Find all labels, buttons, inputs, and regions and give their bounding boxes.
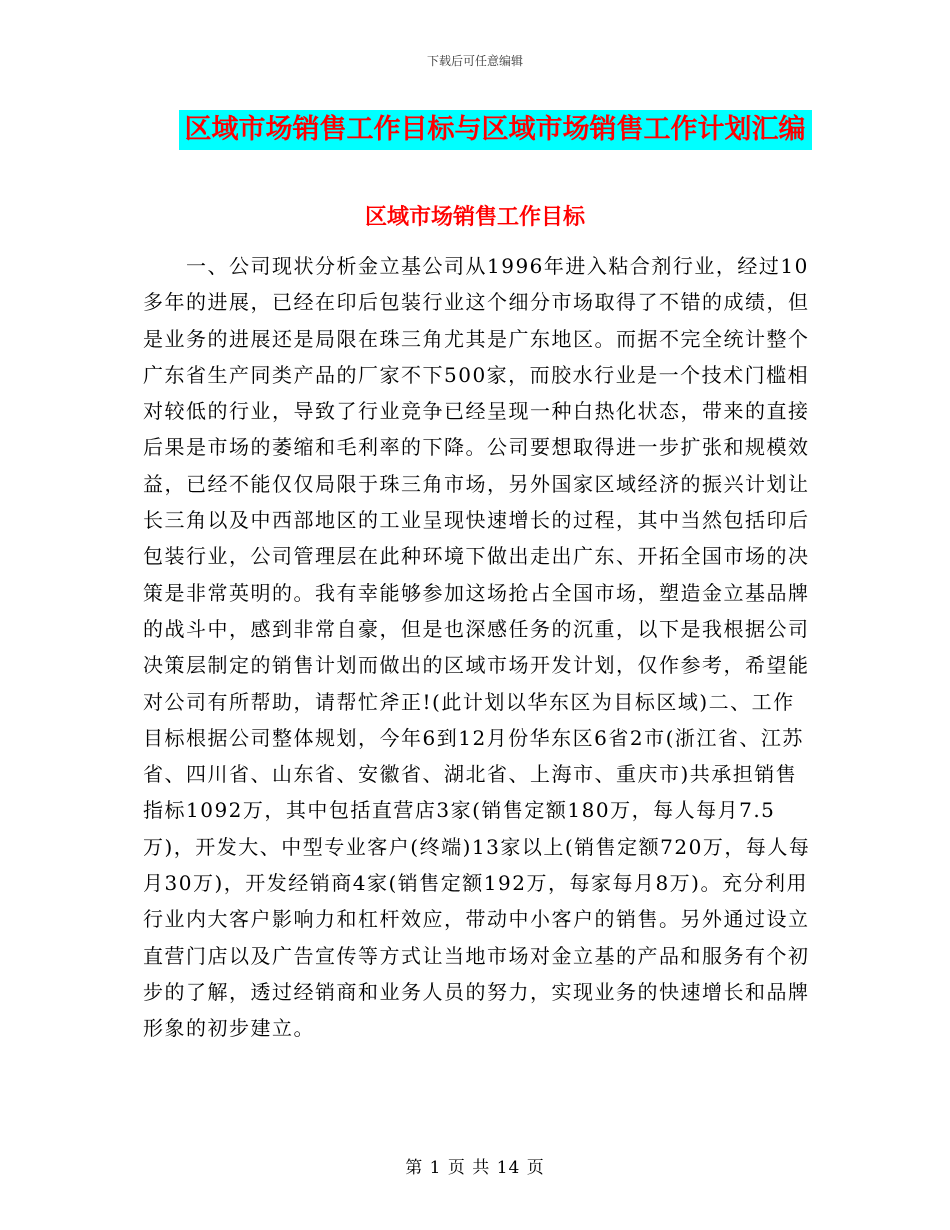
body-paragraph: 一、公司现状分析金立基公司从1996年进入粘合剂行业，经过10多年的进展，已经在印后包装行业这个细分市场取得了不错的成绩，但是业务的进展还是局限在珠三角尤其是广东地区。而据不完全统计整个广东省生产同类产品的厂家不下500家，而胶水行业是一个技术门槛相对较低的行业，导致了行业竞争已经呈现一种白热化状态，带来的直接后果是市场的萎缩和毛利率的下降。公司要想取得进一步扩张和规模效益，已经不能仅仅局限于珠三角市场，另外国家区域经济的振兴计划让长三角以及中西部地区的工业呈现快速增长的过程，其中当然包括印后包装行业，公司管理层在此种环境下做出走出广东、开拓全国市场的决策是非常英明的。我有幸能够参加这场抢占全国市场，塑造金立基品牌的战斗中，感到非常自豪，但是也深感任务的沉重，以下是我根据公司决策层制定的销售计划而做出的区域市场开发计划，仅作参考，希望能对公司有所帮助，请帮忙斧正!(此计划以华东区为目标区域)二、工作目标根据公司整体规划，今年6到12月份华东区6省2市(浙江省、江苏省、四川省、山东省、安徽省、湖北省、上海市、重庆市)共承担销售指标1092万，其中包括直营店3家(销售定额180万，每人每月7.5万)，开发大、中型专业客户(终端)13家以上(销售定额720万，每人每月30万)，开发经销商4家(销售定额192万，每家每月8万)。充分利用行业内大客户影响力和杠杆效应，带动中小客户的销售。另外通过设立直营门店以及广告宣传等方式让当地市场对金立基的产品和服务有个初步的了解，透过经销商和业务人员的努力，实现业务的快速增长和品牌形象的初步建立。	[143, 254, 811, 1041]
header-note: 下载后可任意编辑	[426, 54, 523, 68]
page-footer	[0, 1153, 950, 1178]
footer-suffix: 页	[526, 1158, 545, 1178]
footer-page-number: 1	[429, 1158, 442, 1178]
section-title: 区域市场销售工作目标	[364, 204, 585, 230]
footer-total-pages: 14	[496, 1158, 521, 1178]
footer-mid: 页 共	[447, 1158, 491, 1178]
document-title-container	[0, 110, 950, 150]
footer-prefix: 第	[405, 1158, 424, 1178]
document-title: 区域市场销售工作目标与区域市场销售工作计划汇编	[179, 110, 812, 150]
